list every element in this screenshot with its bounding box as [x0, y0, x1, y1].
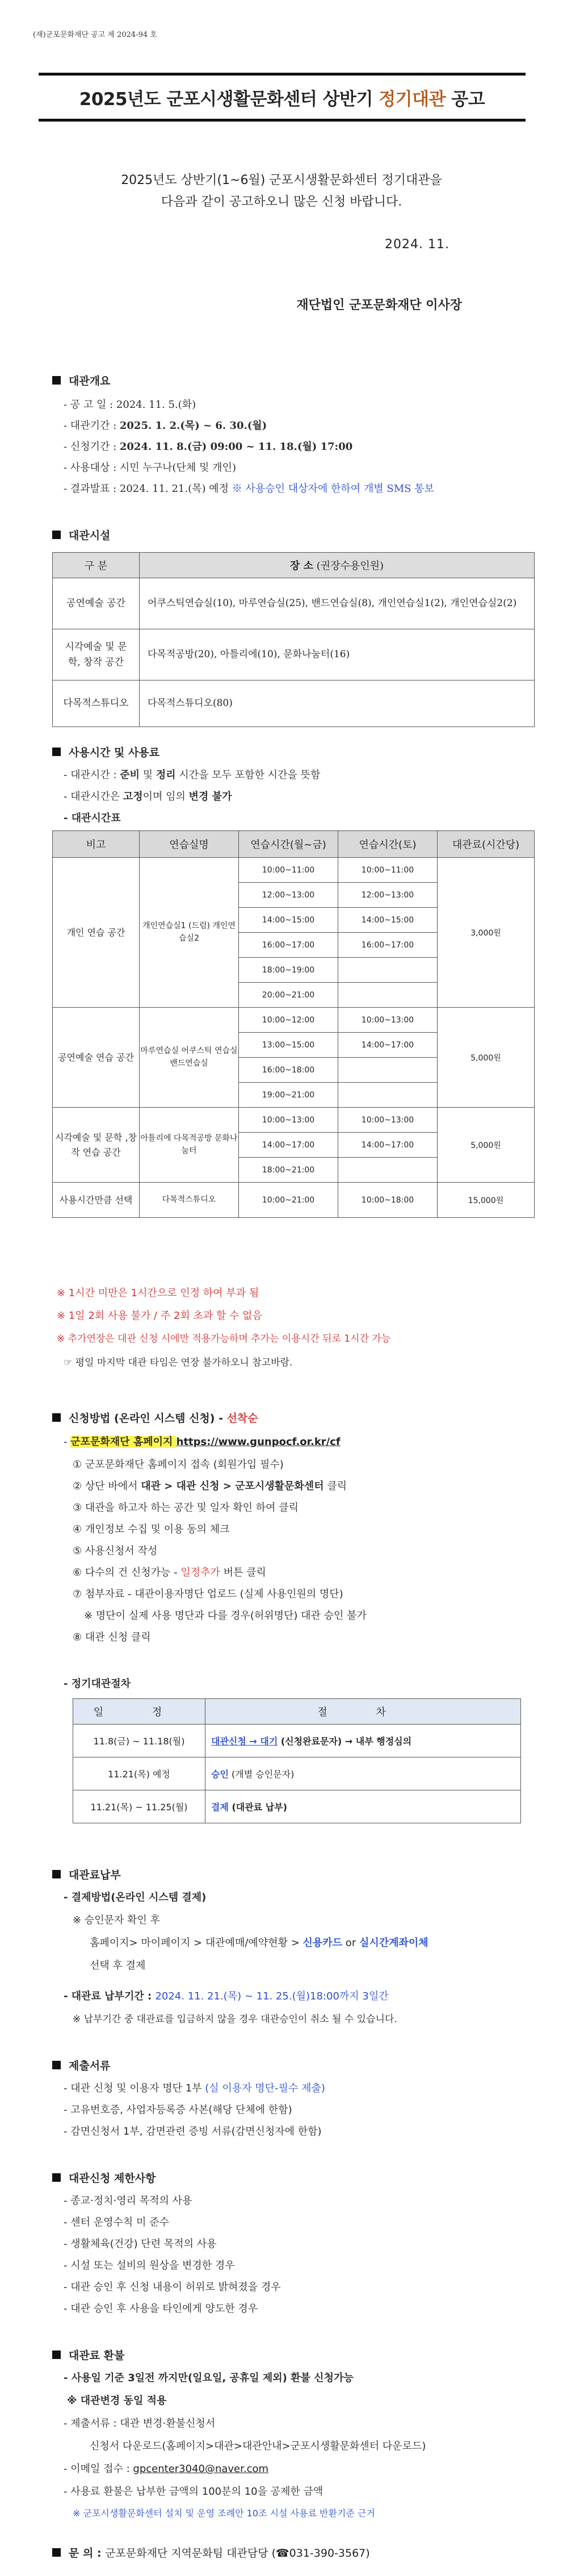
- section-usage-heading: 사용시간 및 사용료: [52, 744, 159, 759]
- facilities-table: [52, 552, 535, 727]
- title-box: [39, 73, 526, 122]
- refund-email: - 이메일 접수 : gpcenter3040@naver.com: [64, 2463, 269, 2475]
- square-bullet-icon: [52, 531, 61, 539]
- timetable-slot: 12:00~13:00: [239, 883, 338, 908]
- restriction-item: - 센터 운영수칙 미 준수: [64, 2216, 169, 2228]
- timetable-slot: 10:00~18:00: [338, 1183, 438, 1218]
- intro-line-1: 2025년도 상반기(1~6월) 군포시생활문화센터 정기대관을: [121, 173, 442, 187]
- usage-note: ※ 추가연장은 대관 신청 시에만 적용가능하며 추가는 이용시간 뒤로 1시간 가능: [57, 1333, 391, 1345]
- section-apply-heading: 신청방법 (온라인 시스템 신청) - 선착순: [52, 1410, 258, 1425]
- square-bullet-icon: [52, 1870, 61, 1878]
- refund-note: ※ 대관변경 동일 적용: [67, 2395, 167, 2407]
- payment-method: - 결제방법(온라인 시스템 결제): [64, 1892, 207, 1903]
- apply-step: ④ 개인정보 수집 및 이용 동의 체크: [73, 1523, 230, 1535]
- timetable-slot: 10:00~13:00: [239, 1108, 338, 1133]
- timetable-slot: 12:00~13:00: [338, 883, 438, 908]
- document-item: - 감면신청서 1부, 감면관련 증빙 서류(감면신청자에 한함): [64, 2126, 322, 2137]
- square-bullet-icon: [52, 2061, 61, 2069]
- timetable-slot: [338, 1083, 438, 1108]
- payment-path-2: 선택 후 결제: [90, 1960, 146, 1972]
- timetable-rooms: 마루연습실 어쿠스틱 연습실 밴드연습실: [140, 1008, 239, 1108]
- timetable-slot: [338, 958, 438, 983]
- square-bullet-icon: [52, 748, 61, 756]
- procedure-date: 11.21(목) ~ 11.25(월): [73, 1790, 205, 1823]
- timetable-col: 비고: [53, 831, 140, 858]
- payment-note: ※ 승인문자 확인 후: [73, 1914, 160, 1926]
- timetable-slot: 10:00~21:00: [239, 1183, 338, 1218]
- timetable-slot: [338, 1058, 438, 1083]
- page-title: 2025년도 군포시생활문화센터 상반기 정기대관 공고: [79, 89, 485, 110]
- procedure-col: 일 정: [73, 1699, 205, 1725]
- timetable-fee: 15,000원: [438, 1183, 535, 1218]
- apply-step-note: ※ 명단이 실제 사용 명단과 다를 경우(허위명단) 대관 승인 불가: [84, 1610, 367, 1622]
- timetable-slot: 16:00~18:00: [239, 1058, 338, 1083]
- homepage-link[interactable]: https://www.gunpocf.or.kr/cf: [176, 1436, 341, 1448]
- timetable-slot: 14:00~15:00: [338, 908, 438, 933]
- timetable: [52, 830, 535, 1218]
- restriction-item: - 대관 승인 후 신청 내용이 허위로 밝혀졌을 경우: [64, 2281, 281, 2293]
- facility-type: 시각예술 및 문학, 창작 공간: [53, 629, 140, 680]
- timetable-rooms: 개인연습실1 (드럼) 개인연습실2: [140, 858, 239, 1008]
- timetable-slot: 13:00~15:00: [239, 1033, 338, 1058]
- timetable-slot: 18:00~19:00: [239, 958, 338, 983]
- section-facilities-heading: 대관시설: [52, 527, 110, 542]
- timetable-slot: 10:00~11:00: [338, 858, 438, 883]
- overview-period: - 대관기간 : 2025. 1. 2.(목) ~ 6. 30.(월): [64, 420, 267, 432]
- usage-line-2: - 대관시간은 고정이며 임의 변경 불가: [64, 791, 232, 803]
- procedure-col: 절 차: [205, 1699, 521, 1725]
- facilities-col-type: 구 분: [53, 553, 140, 578]
- refund-download: 신청서 다운로드(홈페이지>대관>대관안내>군포시생활문화센터 다운로드): [90, 2440, 426, 2452]
- timetable-rooms: 다목적스튜디오: [140, 1183, 239, 1218]
- procedure-step: 대관신청 → 대기 (신청완료문자) → 내부 행정심의: [205, 1725, 521, 1757]
- usage-timetable-title: - 대관시간표: [64, 812, 121, 824]
- document-number: (재)군포문화재단 공고 제 2024-94 호: [33, 31, 157, 39]
- payment-path: 홈페이지> 마이페이지 > 대관예매/예약현황 > 신용카드 or 실시간계좌이체: [90, 1937, 428, 1949]
- facility-place: 어쿠스틱연습실(10), 마루연습실(25), 밴드연습실(8), 개인연습실1(2), 개인연습실2(2): [140, 578, 535, 629]
- timetable-fee: 3,000원: [438, 858, 535, 1008]
- restriction-item: - 생활체육(건강) 단련 목적의 사용: [64, 2238, 217, 2250]
- section-restrictions-heading: 대관신청 제한사항: [52, 2170, 156, 2185]
- facility-place: 다목적공방(20), 아틀리에(10), 문화나눔터(16): [140, 629, 535, 680]
- overview-apply: - 신청기간 : 2024. 11. 8.(금) 09:00 ~ 11. 18.(월) 17:00: [64, 441, 353, 453]
- timetable-col: 연습시간(월~금): [239, 831, 338, 858]
- restriction-item: - 시설 또는 설비의 원상을 변경한 경우: [64, 2260, 235, 2272]
- overview-notice-date: - 공 고 일 : 2024. 11. 5.(화): [64, 399, 196, 411]
- contact: 문 의 : 군포문화재단 지역문화팀 대관담당 (☎031-390-3567): [52, 2545, 370, 2560]
- facilities-col-place: 장 소 (권장수용인원): [140, 553, 535, 578]
- timetable-slot: 16:00~17:00: [239, 933, 338, 958]
- apply-step: ⑤ 사용신청서 작성: [73, 1545, 158, 1557]
- apply-step: ⑥ 다수의 건 신청가능 - 일정추가 버튼 클릭: [73, 1567, 266, 1579]
- overview-target: - 사용대상 : 시민 누구나(단체 및 개인): [64, 462, 236, 474]
- timetable-slot: 10:00~13:00: [338, 1008, 438, 1033]
- square-bullet-icon: [52, 376, 61, 385]
- usage-note: ※ 1시간 미만은 1시간으로 인정 하여 부과 됨: [57, 1287, 259, 1299]
- restriction-item: - 대관 승인 후 사용을 타인에게 양도한 경우: [64, 2303, 258, 2315]
- facility-type: 다목적스튜디오: [53, 680, 140, 727]
- timetable-col: 연습시간(토): [338, 831, 438, 858]
- payment-warning: ※ 납부기간 중 대관료를 입금하지 않을 경우 대관승인이 취소 될 수 있습니다.: [73, 2014, 397, 2025]
- procedure-date: 11.21(목) 예정: [73, 1757, 205, 1790]
- timetable-slot: 14:00~17:00: [338, 1033, 438, 1058]
- timetable-slot: 14:00~15:00: [239, 908, 338, 933]
- apply-step: ② 상단 바에서 대관 > 대관 신청 > 군포시생활문화센터 클릭: [73, 1480, 347, 1492]
- refund-condition: - 사용일 기준 3일전 까지만(일요일, 공휴일 제외) 환불 신청가능: [64, 2372, 354, 2384]
- timetable-slot: 19:00~21:00: [239, 1083, 338, 1108]
- section-refund-heading: 대관료 환불: [52, 2347, 124, 2362]
- refund-documents: - 제출서류 : 대관 변경·환불신청서: [64, 2418, 216, 2429]
- timetable-group-label: 시각예술 및 문학 ,창작 연습 공간: [53, 1108, 140, 1183]
- timetable-slot: 14:00~17:00: [338, 1133, 438, 1158]
- timetable-slot: 20:00~21:00: [239, 983, 338, 1008]
- usage-note: ※ 1일 2회 사용 불가 / 주 2회 초과 할 수 없음: [57, 1310, 262, 1322]
- usage-line-1: - 대관시간 : 준비 및 정리 시간을 모두 포함한 시간을 뜻함: [64, 769, 321, 781]
- section-payment-heading: 대관료납부: [52, 1867, 121, 1882]
- timetable-group-label: 개인 연습 공간: [53, 858, 140, 1008]
- apply-step: ① 군포문화재단 홈페이지 접속 (회원가입 필수): [73, 1459, 284, 1471]
- intro-line-2: 다음과 같이 공고하오니 많은 신청 바랍니다.: [161, 195, 402, 209]
- section-overview-heading: 대관개요: [52, 373, 110, 388]
- timetable-slot: 14:00~17:00: [239, 1133, 338, 1158]
- timetable-group-label: 사용시간만큼 선택: [53, 1183, 140, 1218]
- facility-place: 다목적스튜디오(80): [140, 680, 535, 727]
- restriction-item: - 종교·정치·영리 목적의 사용: [64, 2195, 192, 2207]
- apply-step: ⑧ 대관 신청 클릭: [73, 1631, 151, 1643]
- facility-type: 공연예술 공간: [53, 578, 140, 629]
- payment-period: - 대관료 납부기간 : 2024. 11. 21.(목) ~ 11. 25.(월)18:00까지 3일간: [64, 1990, 389, 2002]
- timetable-group-label: 공연예술 연습 공간: [53, 1008, 140, 1108]
- overview-result: - 결과발표 : 2024. 11. 21.(목) 예정 ※ 사용승인 대상자에 한하여 개별 SMS 통보: [64, 483, 435, 495]
- timetable-slot: [338, 1158, 438, 1183]
- square-bullet-icon: [52, 1413, 61, 1422]
- usage-note: ☞ 평일 마지막 대관 타임은 연장 불가하오니 참고바람.: [64, 1357, 293, 1368]
- timetable-slot: 16:00~17:00: [338, 933, 438, 958]
- section-documents-heading: 제출서류: [52, 2057, 110, 2073]
- procedure-date: 11.8(금) ~ 11.18(월): [73, 1725, 205, 1757]
- square-bullet-icon: [52, 2173, 61, 2182]
- timetable-slot: [338, 983, 438, 1008]
- timetable-slot: 10:00~12:00: [239, 1008, 338, 1033]
- procedure-step: 승인 (개별 승인문자): [205, 1757, 521, 1790]
- procedure-step: 결제 (대관료 납부): [205, 1790, 521, 1823]
- apply-site: - 군포문화재단 홈페이지 https://www.gunpocf.or.kr/cf: [64, 1436, 341, 1448]
- timetable-fee: 5,000원: [438, 1108, 535, 1183]
- apply-step: ⑦ 첨부자료 - 대관이용자명단 업로드 (실제 사용인원의 명단): [73, 1588, 343, 1600]
- title-accent: 정기대관: [379, 89, 446, 110]
- timetable-rooms: 아틀리에 다목적공방 문화나눔터: [140, 1108, 239, 1183]
- refund-email-link[interactable]: gpcenter3040@naver.com: [133, 2463, 269, 2475]
- procedure-title: - 정기대관절차: [64, 1678, 131, 1690]
- timetable-fee: 5,000원: [438, 1008, 535, 1108]
- timetable-col: 연습실명: [140, 831, 239, 858]
- timetable-slot: 10:00~13:00: [338, 1108, 438, 1133]
- timetable-slot: 18:00~21:00: [239, 1158, 338, 1183]
- square-bullet-icon: [52, 2350, 61, 2359]
- procedure-table: [73, 1698, 521, 1823]
- document-item: - 고유번호증, 사업자등록증 사본(해당 단체에 한함): [64, 2104, 292, 2116]
- square-bullet-icon: [52, 2548, 61, 2557]
- document-item: - 대관 신청 및 이용자 명단 1부 (실 이용자 명단-필수 제출): [64, 2082, 325, 2094]
- signer: 재단법인 군포문화재단 이사장: [296, 298, 462, 312]
- site-label: 군포문화재단 홈페이지: [70, 1436, 177, 1448]
- refund-legal-basis: ※ 군포시생활문화센터 설치 및 운영 조례안 10조 시설 사용료 반환기준 근거: [73, 2508, 375, 2519]
- timetable-slot: 10:00~11:00: [239, 858, 338, 883]
- apply-step: ③ 대관을 하고자 하는 공간 및 일자 확인 하여 클릭: [73, 1502, 299, 1514]
- announcement-date: 2024. 11.: [385, 237, 449, 252]
- timetable-col: 대관료(시간당): [438, 831, 535, 858]
- refund-amount: - 사용료 환불은 납부한 금액의 100분의 10을 공제한 금액: [64, 2486, 323, 2498]
